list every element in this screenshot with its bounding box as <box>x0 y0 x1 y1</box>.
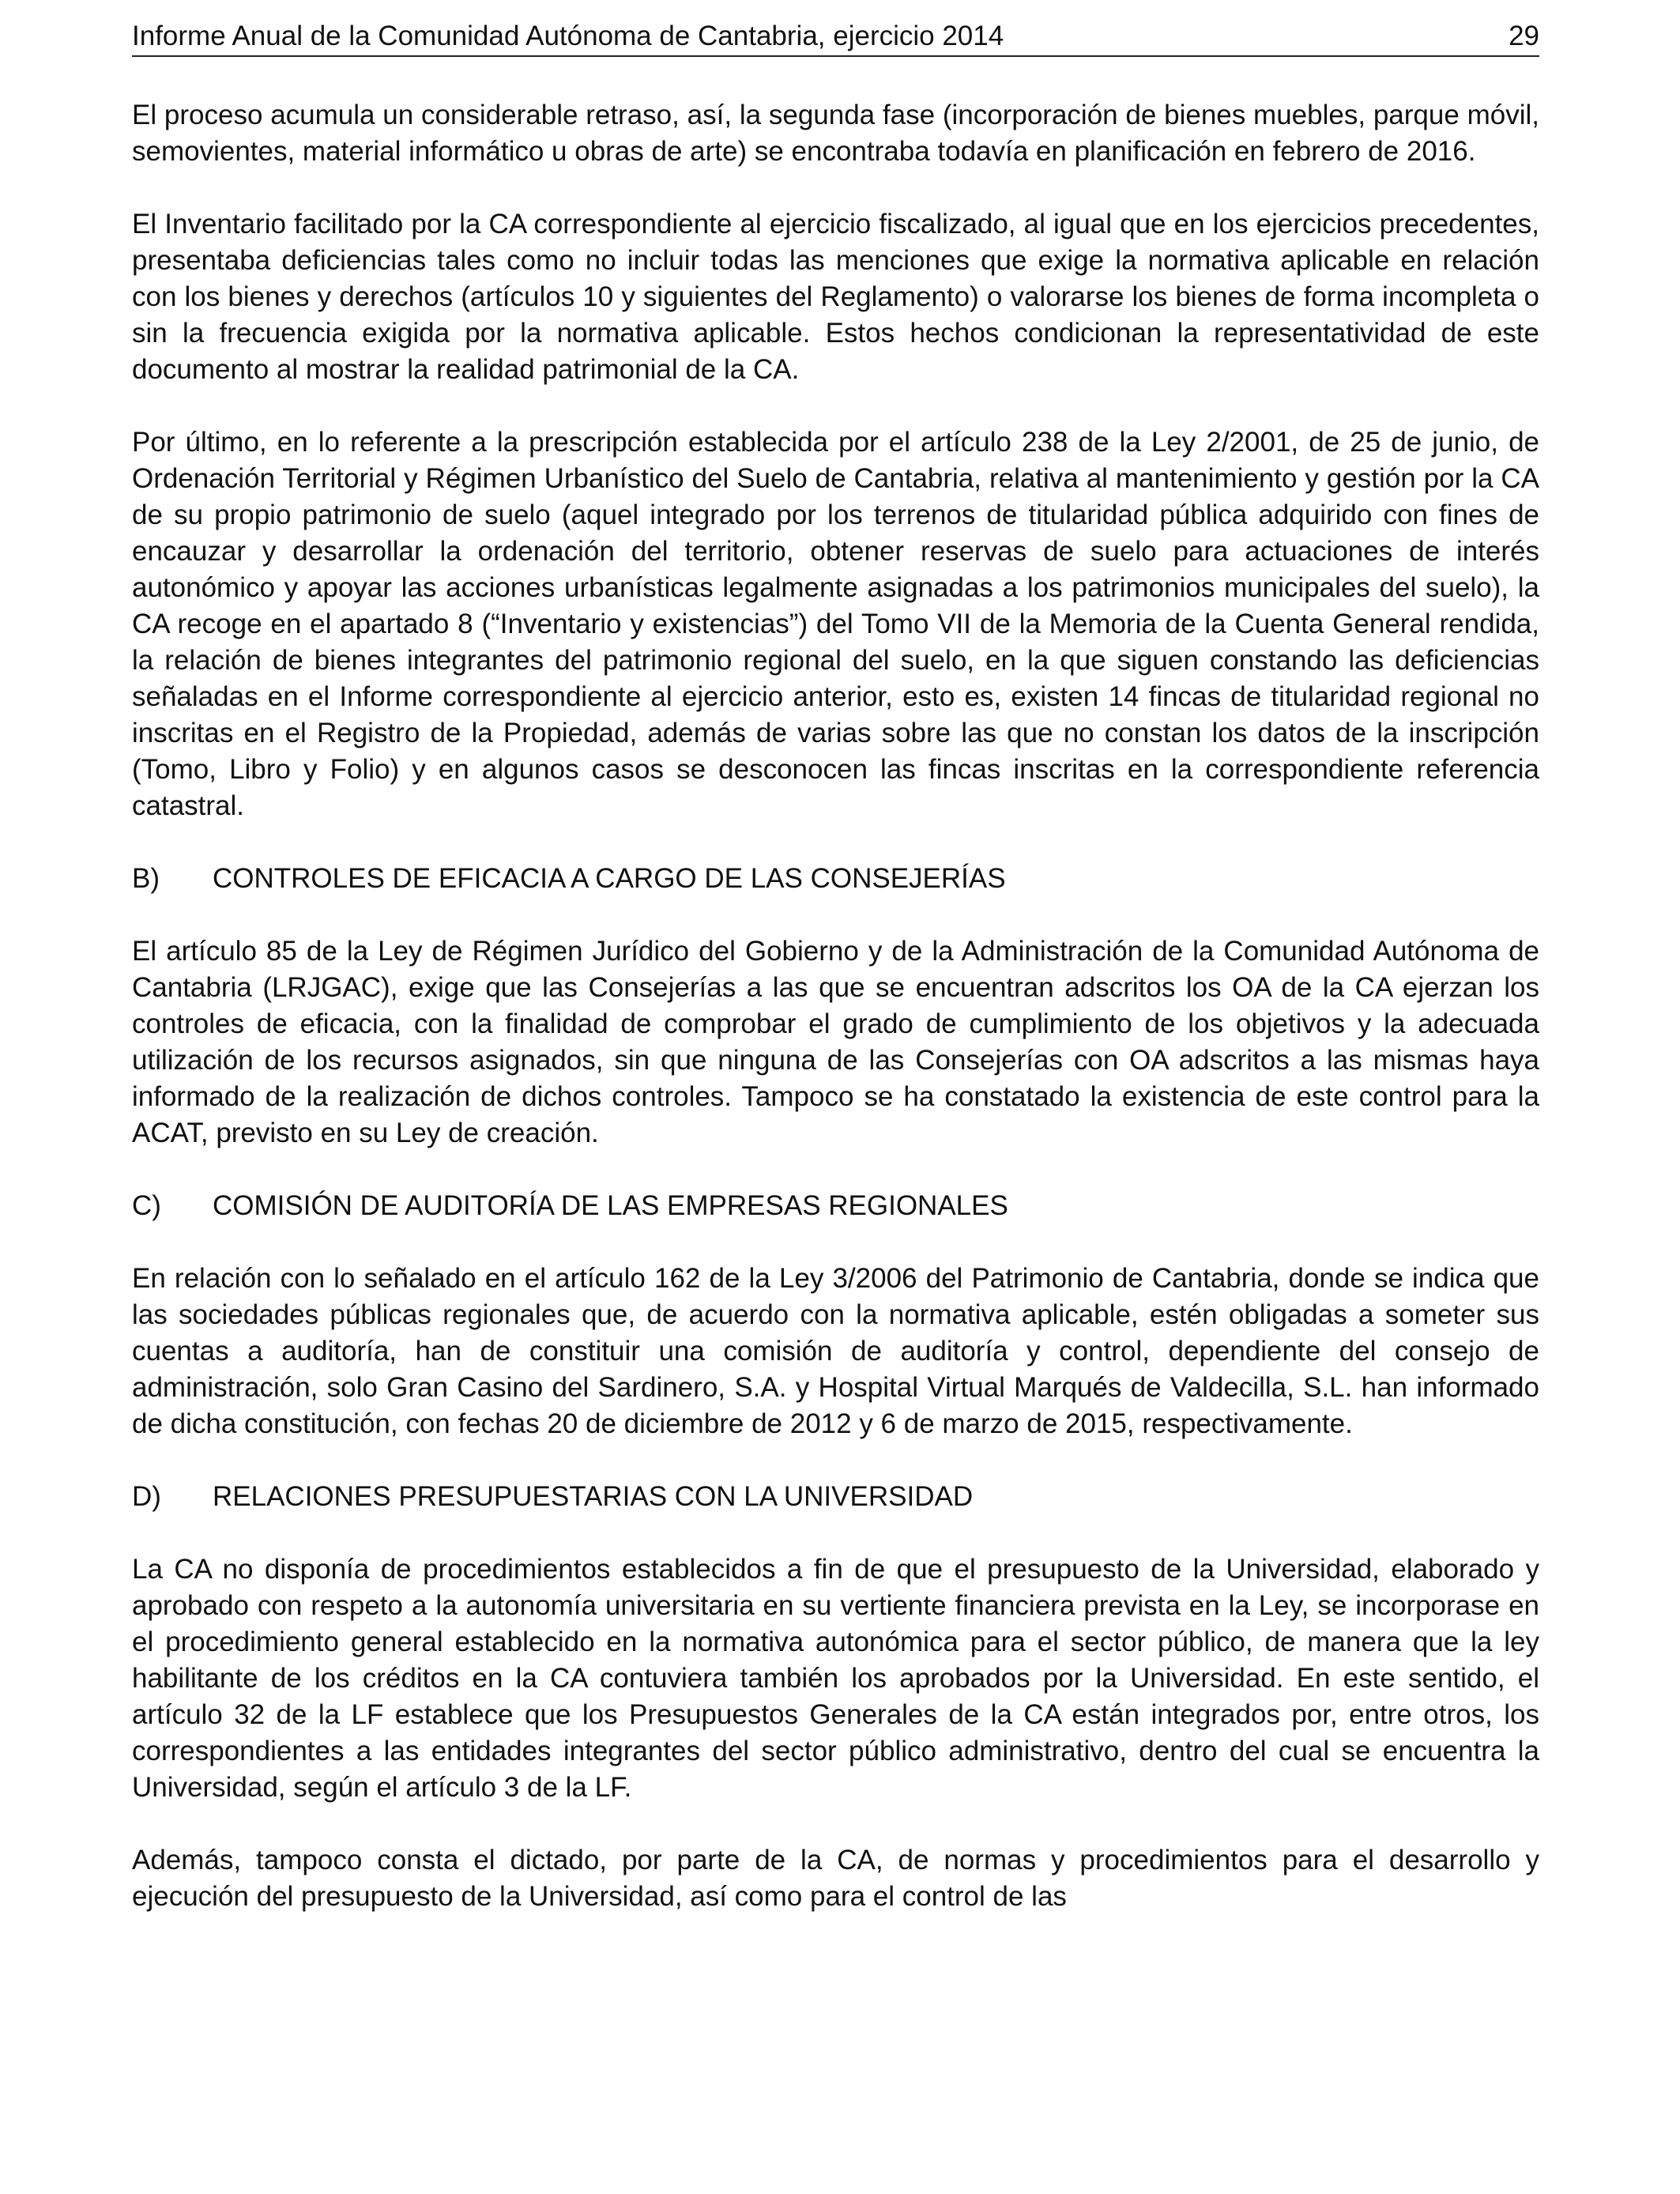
paragraph-land-heritage: Por último, en lo referente a la prescripción establecida por el artículo 238 de la Ley 2/2001, de 25 de junio, de Ordenación Territorial y Régimen Urbanístico del Suelo de Cantabria, relativa al mantenimiento y gestión por la CA de su propio patrimonio de suelo (aquel integrado por los terrenos de titularidad pública adquirido con fines de encauzar y desarrollar la ordenación del territorio, obtener reservas de suelo para actuaciones de interés autonómico y apoyar las acciones urbanísticas legalmente asignadas a los patrimonios municipales del suelo), la CA recoge en el apartado 8 (“Inventario y existencias”) del Tomo VII de la Memoria de la Cuenta General rendida, la relación de bienes integrantes del patrimonio regional del suelo, en la que siguen constando las deficiencias señaladas en el Informe correspondiente al ejercicio anterior, esto es, existen 14 fincas de titularidad regional no inscritas en el Registro de la Propiedad, además de varias sobre las que no constan los datos de la inscripción (Tomo, Libro y Folio) y en algunos casos se desconocen las fincas inscritas en la correspondiente referencia catastral. <box>132 427 1539 821</box>
header-title: Informe Anual de la Comunidad Autónoma de Cantabria, ejercicio 2014 <box>132 21 1004 51</box>
section-letter: D) <box>132 1481 161 1512</box>
section-letter: C) <box>132 1190 161 1221</box>
page-number: 29 <box>1509 21 1539 51</box>
section-heading-c <box>132 1188 1539 1224</box>
document-body <box>132 97 1539 1951</box>
section-heading-b <box>132 861 1539 897</box>
paragraph-audit-commission: En relación con lo señalado en el artículo 162 de la Ley 3/2006 del Patrimonio de Cantabria, donde se indica que las sociedades públicas regionales que, de acuerdo con la normativa aplicable, estén obligadas a someter sus cuentas a auditoría, han de constituir una comisión de auditoría y control, dependiente del consejo de administración, solo Gran Casino del Sardinero, S.A. y Hospital Virtual Marqués de Valdecilla, S.L. han informado de dicha constitución, con fechas 20 de diciembre de 2012 y 6 de marzo de 2015, respectivamente. <box>132 1263 1539 1439</box>
page-header <box>132 17 1539 57</box>
section-letter: B) <box>132 863 160 894</box>
paragraph-inventory-delay: El proceso acumula un considerable retraso, así, la segunda fase (incorporación de bienes muebles, parque móvil, semovientes, material informático u obras de arte) se encontraba todavía en planificación en febrero de 2016. <box>132 100 1539 167</box>
paragraph-inventory-deficiencies: El Inventario facilitado por la CA correspondiente al ejercicio fiscalizado, al igual que en los ejercicios precedentes, presentaba deficiencias tales como no incluir todas las menciones que exige la normativa aplicable en relación con los bienes y derechos (artículos 10 y siguientes del Reglamento) o valorarse los bienes de forma incompleta o sin la frecuencia exigida por la normativa aplicable. Estos hechos condicionan la representatividad de este documento al mostrar la realidad patrimonial de la CA. <box>132 209 1539 385</box>
section-title: CONTROLES DE EFICACIA A CARGO DE LAS CONSEJERÍAS <box>213 863 1006 894</box>
paragraph-university-execution: Además, tampoco consta el dictado, por parte de la CA, de normas y procedimientos para el desarrollo y ejecución del presupuesto de la Universidad, así como para el control de las <box>132 1845 1539 1912</box>
paragraph-efficacy-controls: El artículo 85 de la Ley de Régimen Jurídico del Gobierno y de la Administración de la Comunidad Autónoma de Cantabria (LRJGAC), exige que las Consejerías a las que se encuentran adscritos los OA de la CA ejerzan los controles de eficacia, con la finalidad de comprobar el grado de cumplimiento de los objetivos y la adecuada utilización de los recursos asignados, sin que ninguna de las Consejerías con OA adscritos a las mismas haya informado de la realización de dichos controles. Tampoco se ha constatado la existencia de este control para la ACAT, previsto en su Ley de creación. <box>132 936 1539 1148</box>
section-heading-d <box>132 1479 1539 1515</box>
paragraph-university-budget: La CA no disponía de procedimientos establecidos a fin de que el presupuesto de la Universidad, elaborado y aprobado con respeto a la autonomía universitaria en su vertiente financiera prevista en la Ley, se incorporase en el procedimiento general establecido en la normativa autonómica para el sector público, de manera que la ley habilitante de los créditos en la CA contuviera también los aprobados por la Universidad. En este sentido, el artículo 32 de la LF establece que los Presupuestos Generales de la CA están integrados por, entre otros, los correspondientes a las entidades integrantes del sector público administrativo, dentro del cual se encuentra la Universidad, según el artículo 3 de la LF. <box>132 1554 1539 1803</box>
section-title: COMISIÓN DE AUDITORÍA DE LAS EMPRESAS REGIONALES <box>213 1190 1008 1221</box>
section-title: RELACIONES PRESUPUESTARIAS CON LA UNIVERSIDAD <box>213 1481 974 1512</box>
